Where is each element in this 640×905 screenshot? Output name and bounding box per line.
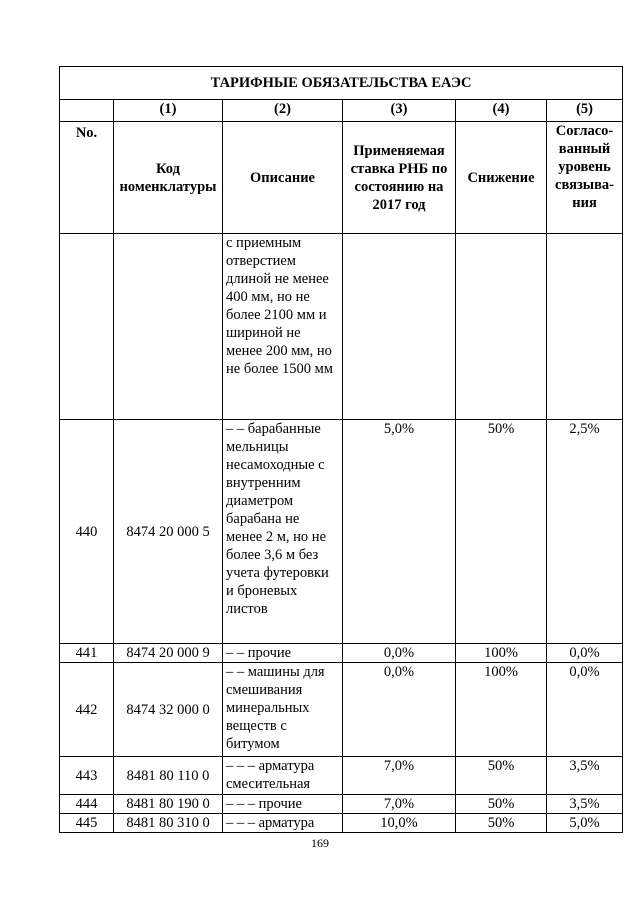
cell-applied-rate: 0,0% — [343, 663, 456, 757]
cell-bound-rate: 0,0% — [547, 644, 623, 663]
header-reduction: Снижение — [456, 122, 547, 234]
cell-bound-rate — [547, 234, 623, 420]
table-title: ТАРИФНЫЕ ОБЯЗАТЕЛЬСТВА ЕАЭС — [60, 67, 623, 100]
cell-applied-rate: 7,0% — [343, 757, 456, 795]
cell-no: 445 — [60, 814, 114, 833]
cell-no: 440 — [60, 420, 114, 644]
table-row — [60, 663, 623, 757]
cell-reduction: 50% — [456, 757, 547, 795]
cell-no — [60, 234, 114, 420]
cell-no: 441 — [60, 644, 114, 663]
table-row — [60, 814, 623, 833]
cell-bound-rate: 3,5% — [547, 757, 623, 795]
cell-bound-rate: 5,0% — [547, 814, 623, 833]
cell-reduction: 100% — [456, 644, 547, 663]
cell-description: – – – арматура — [223, 814, 343, 833]
cell-no: 442 — [60, 663, 114, 757]
cell-description: – – прочие — [223, 644, 343, 663]
cell-applied-rate: 0,0% — [343, 644, 456, 663]
cell-code: 8474 20 000 9 — [114, 644, 223, 663]
column-index: (5) — [547, 100, 623, 122]
cell-applied-rate — [343, 234, 456, 420]
cell-code: 8481 80 110 0 — [114, 757, 223, 795]
cell-description: – – – прочие — [223, 795, 343, 814]
column-index: (3) — [343, 100, 456, 122]
cell-reduction: 50% — [456, 795, 547, 814]
cell-reduction: 50% — [456, 814, 547, 833]
cell-description: – – машины для смешивания минеральных веществ с битумом — [223, 663, 343, 757]
cell-description: с приемным отверстием длиной не менее 400 мм, но не более 2100 мм и шириной не менее 200 мм, но не более 1500 мм — [223, 234, 343, 420]
header-applied-rate: Применяемая ставка РНБ по состоянию на 2017 год — [343, 122, 456, 234]
cell-bound-rate: 3,5% — [547, 795, 623, 814]
column-index: (2) — [223, 100, 343, 122]
table-row — [60, 420, 623, 644]
cell-code — [114, 234, 223, 420]
cell-description: – – – арматура смесительная — [223, 757, 343, 795]
cell-code: 8474 32 000 0 — [114, 663, 223, 757]
header-row — [60, 122, 623, 234]
cell-bound-rate: 0,0% — [547, 663, 623, 757]
cell-reduction: 50% — [456, 420, 547, 644]
column-index: (4) — [456, 100, 547, 122]
cell-bound-rate: 2,5% — [547, 420, 623, 644]
cell-applied-rate: 10,0% — [343, 814, 456, 833]
header-no: No. — [60, 122, 114, 234]
cell-reduction — [456, 234, 547, 420]
header-code: Код номенклатуры — [114, 122, 223, 234]
column-index — [60, 100, 114, 122]
column-index: (1) — [114, 100, 223, 122]
tariff-table — [59, 66, 623, 833]
table-row — [60, 795, 623, 814]
cell-applied-rate: 7,0% — [343, 795, 456, 814]
cell-code: 8481 80 190 0 — [114, 795, 223, 814]
cell-code: 8474 20 000 5 — [114, 420, 223, 644]
page-number: 169 — [311, 836, 329, 850]
table-row — [60, 234, 623, 420]
cell-no: 444 — [60, 795, 114, 814]
table-row — [60, 757, 623, 795]
table-row — [60, 644, 623, 663]
cell-no: 443 — [60, 757, 114, 795]
cell-description: – – барабанные мельницы несамоходные с внутренним диаметром барабана не менее 2 м, но не более 3,6 м без учета футеровки и броневых листов — [223, 420, 343, 644]
column-index-row — [60, 100, 623, 122]
cell-reduction: 100% — [456, 663, 547, 757]
header-description: Описание — [223, 122, 343, 234]
cell-applied-rate: 5,0% — [343, 420, 456, 644]
header-bound-rate: Согласо-ванный уровень связыва-ния — [547, 122, 623, 234]
cell-code: 8481 80 310 0 — [114, 814, 223, 833]
